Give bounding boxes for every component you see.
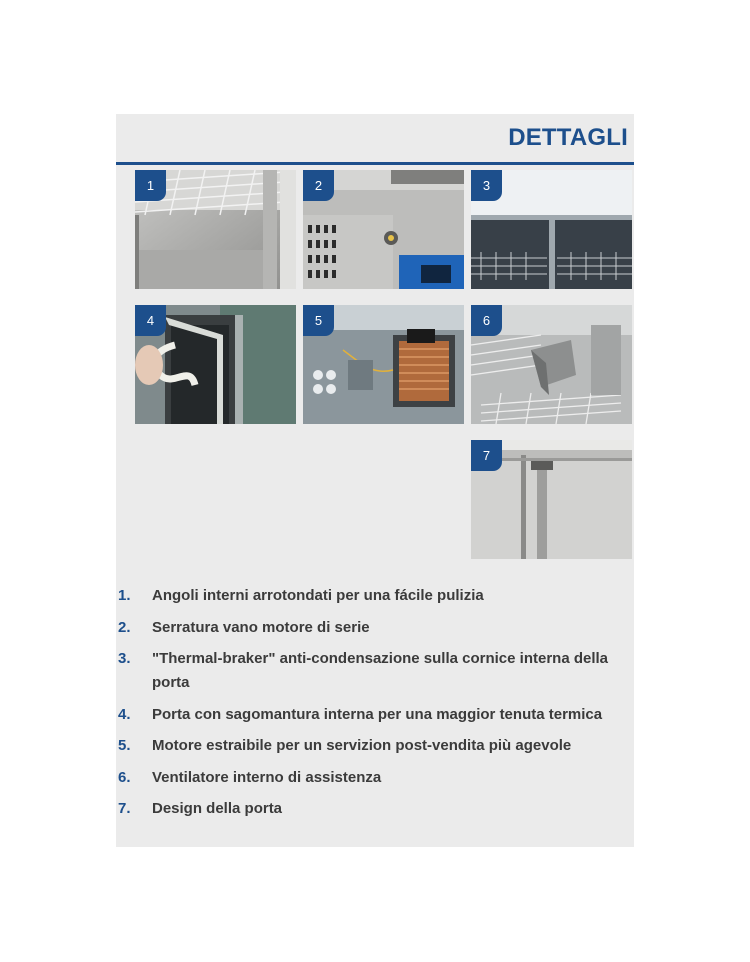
photo-badge-5: 5 xyxy=(303,305,334,336)
photo-5 xyxy=(303,305,464,424)
list-item-text: Design della porta xyxy=(152,800,283,817)
list-item-number: 3. xyxy=(118,650,131,667)
photo-badge-7: 7 xyxy=(471,440,502,471)
photo-2 xyxy=(303,170,464,289)
section-title: DETTAGLI xyxy=(508,124,628,151)
photo-6 xyxy=(471,305,632,424)
photo-badge-2: 2 xyxy=(303,170,334,201)
title-divider xyxy=(116,162,634,165)
details-panel xyxy=(116,114,634,847)
list-item-number: 4. xyxy=(118,706,131,723)
photo-badge-3: 3 xyxy=(471,170,502,201)
list-item-text: Angoli interni arrotondati per una fácile pulizia xyxy=(152,587,484,604)
photo-1 xyxy=(135,170,296,289)
photo-badge-1: 1 xyxy=(135,170,166,201)
list-item-number: 6. xyxy=(118,769,131,786)
list-item-number: 5. xyxy=(118,737,131,754)
list-item-number: 2. xyxy=(118,619,131,636)
list-item-number: 7. xyxy=(118,800,131,817)
list-item-text: Porta con sagomantura interna per una maggior tenuta termica xyxy=(152,706,603,723)
photo-4 xyxy=(135,305,296,424)
list-item-text: "Thermal-braker" anti-condensazione sulla cornice interna della porta xyxy=(152,650,609,691)
list-item-text: Serratura vano motore di serie xyxy=(152,619,370,636)
photo-7 xyxy=(471,440,632,559)
list-item-text: Ventilatore interno di assistenza xyxy=(152,769,382,786)
list-item-text: Motore estraibile per un servizion post-vendita più agevole xyxy=(152,737,572,754)
list-item-number: 1. xyxy=(118,587,131,604)
photo-3 xyxy=(471,170,632,289)
photo-badge-6: 6 xyxy=(471,305,502,336)
photo-badge-4: 4 xyxy=(135,305,166,336)
